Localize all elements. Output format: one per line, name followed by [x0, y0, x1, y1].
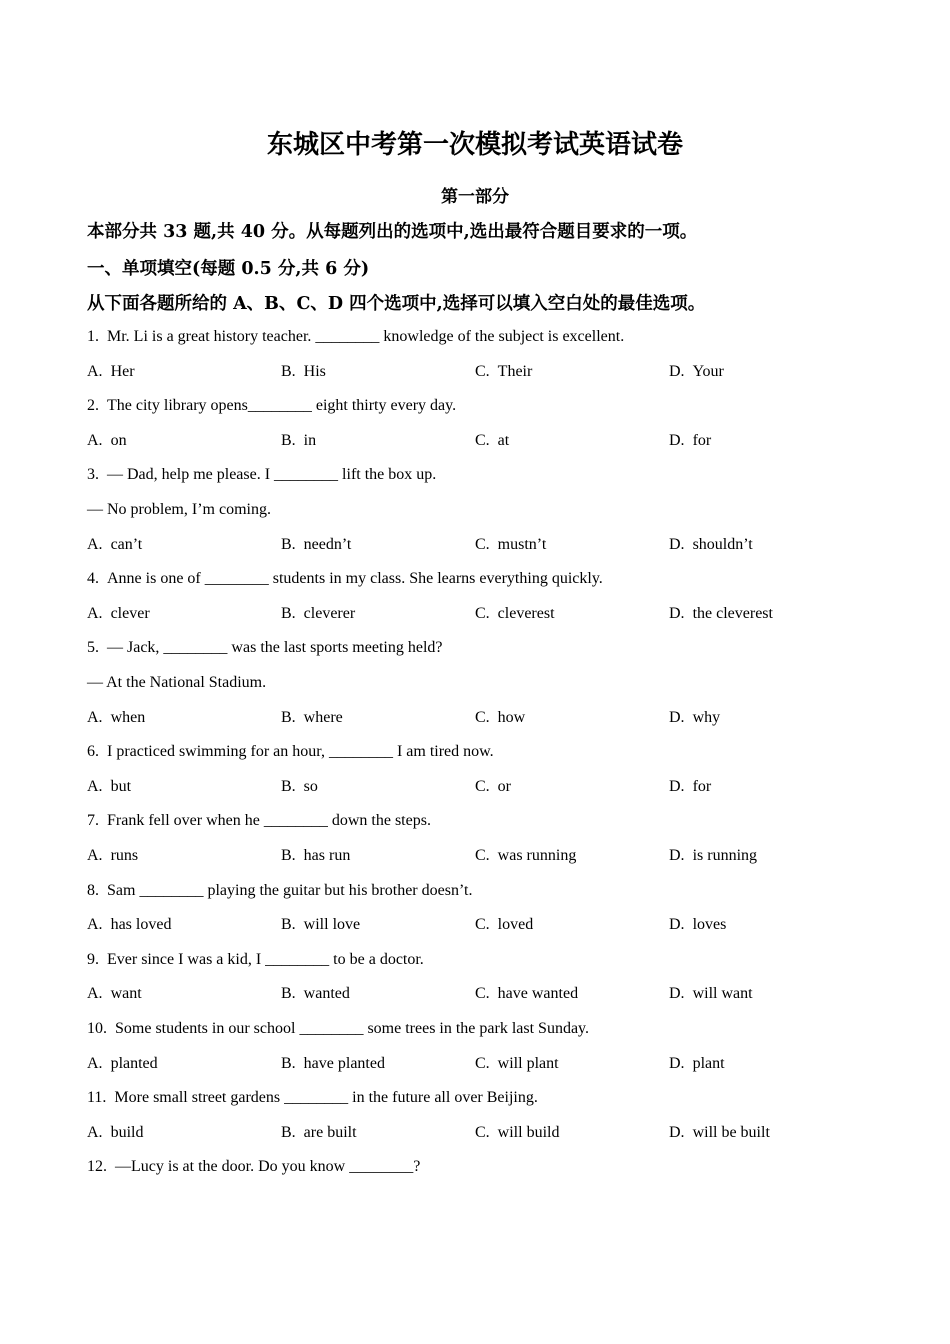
question-stem [87, 1089, 538, 1107]
question-text: —Lucy is at the door. Do you know ________? [115, 1158, 421, 1176]
option-text: so [303, 777, 318, 795]
option-letter: D. [669, 708, 685, 726]
question-stem [87, 397, 456, 415]
answer-option[interactable] [87, 916, 171, 934]
option-letter: A. [87, 916, 103, 934]
option-letter: C. [475, 708, 490, 726]
answer-option[interactable] [475, 916, 533, 934]
option-text: will want [692, 985, 753, 1003]
answer-option[interactable] [281, 985, 350, 1003]
answer-option[interactable] [87, 432, 127, 450]
option-letter: C. [475, 847, 490, 864]
answer-option[interactable] [475, 363, 532, 381]
question-stem [87, 570, 603, 588]
question-text: Sam ________ playing the guitar but his brother doesn’t. [107, 881, 473, 899]
option-text: has loved [110, 916, 172, 934]
option-text: shouldn’t [692, 535, 753, 553]
option-text: loves [692, 916, 727, 934]
question-number: 2. [87, 397, 99, 415]
option-text: will love [303, 916, 361, 934]
question-number: 12. [87, 1158, 107, 1176]
option-text: how [497, 708, 526, 726]
option-text: cleverest [497, 604, 555, 622]
question-stem [87, 812, 431, 830]
option-letter: A. [87, 362, 103, 380]
question-text: — At the National Stadium. [87, 674, 267, 691]
question-stem [87, 1158, 420, 1176]
question-number: 11. [87, 1089, 107, 1107]
answer-option[interactable] [669, 709, 720, 727]
option-text: or [497, 777, 511, 795]
option-letter: A. [87, 604, 103, 622]
question-number: 10. [87, 1020, 107, 1037]
question-text: The city library opens________ eight thirty every day. [107, 397, 457, 415]
answer-option[interactable] [281, 916, 360, 934]
answer-option[interactable] [669, 605, 773, 623]
answer-option[interactable] [281, 605, 355, 623]
answer-option[interactable] [475, 605, 555, 623]
option-letter: D. [669, 535, 685, 553]
option-letter: D. [669, 777, 685, 795]
answer-option[interactable] [281, 1055, 385, 1073]
answer-option[interactable] [669, 916, 726, 934]
answer-option[interactable] [669, 778, 711, 796]
option-letter: A. [87, 1054, 103, 1072]
option-text: needn’t [303, 535, 352, 553]
question-stem [87, 466, 436, 484]
answer-option[interactable] [281, 847, 350, 865]
option-text: where [303, 708, 343, 726]
option-letter: B. [281, 847, 296, 864]
question-stem [87, 328, 624, 346]
question-text: — Jack, ________ was the last sports meeting held? [107, 639, 443, 657]
answer-option[interactable] [475, 847, 576, 865]
question-number: 9. [87, 950, 99, 968]
question-number: 5. [87, 639, 99, 657]
answer-option[interactable] [87, 1124, 143, 1142]
answer-option[interactable] [669, 985, 753, 1003]
option-letter: D. [669, 362, 685, 380]
answer-option[interactable] [87, 536, 142, 554]
answer-option[interactable] [475, 778, 511, 796]
question-number: 1. [87, 328, 99, 345]
answer-option[interactable] [87, 985, 142, 1003]
option-letter: B. [281, 985, 296, 1003]
option-letter: D. [669, 1054, 685, 1072]
answer-option[interactable] [281, 709, 343, 727]
option-letter: B. [281, 604, 296, 622]
question-text: Anne is one of ________ students in my class. She learns everything quickly. [107, 570, 603, 588]
question-stem [87, 882, 472, 900]
question-number: 3. [87, 466, 99, 484]
question-number: 4. [87, 570, 99, 588]
option-text: will be built [692, 1123, 770, 1141]
question-number: 7. [87, 812, 99, 830]
option-text: have planted [303, 1054, 385, 1072]
answer-option[interactable] [669, 1055, 725, 1073]
answer-option[interactable] [87, 363, 135, 381]
option-letter: A. [87, 535, 103, 553]
option-text: the cleverest [692, 604, 773, 622]
option-letter: C. [475, 362, 490, 380]
option-text: will plant [497, 1054, 559, 1072]
answer-option[interactable] [87, 709, 145, 727]
question-text: Some students in our school ________ some trees in the park last Sunday. [115, 1020, 590, 1037]
option-text: Her [110, 362, 135, 380]
option-letter: D. [669, 916, 685, 934]
option-text: want [110, 985, 142, 1003]
option-text: when [110, 708, 146, 726]
answer-option[interactable] [669, 363, 724, 381]
option-text: can’t [110, 535, 143, 553]
option-letter: B. [281, 362, 296, 380]
option-text: in [303, 431, 317, 449]
answer-option[interactable] [87, 605, 150, 623]
option-text: loved [497, 916, 534, 934]
option-text: planted [110, 1054, 158, 1072]
question-text: — No problem, I’m coming. [87, 501, 271, 518]
option-letter: D. [669, 985, 685, 1003]
answer-option[interactable] [87, 1055, 158, 1073]
option-letter: C. [475, 431, 490, 449]
option-text: why [692, 708, 721, 726]
option-letter: D. [669, 847, 685, 864]
part-intro: 本部分共 33 题,共 40 分。从每题列出的选项中,选出最符合题目要求的一项。 [87, 222, 698, 242]
option-letter: C. [475, 1054, 490, 1072]
option-text: Your [692, 362, 724, 380]
option-text: on [110, 431, 127, 449]
answer-option[interactable] [281, 363, 326, 381]
section-instruction: 从下面各题所给的 A、B、C、D 四个选项中,选择可以填入空白处的最佳选项。 [87, 294, 706, 314]
option-text: are built [303, 1123, 357, 1141]
option-letter: A. [87, 1123, 103, 1141]
option-letter: B. [281, 535, 296, 553]
option-letter: C. [475, 604, 490, 622]
option-letter: A. [87, 708, 103, 726]
question-stem [87, 951, 424, 969]
option-text: build [110, 1123, 144, 1141]
answer-option[interactable] [669, 847, 757, 865]
option-text: but [110, 777, 132, 795]
option-letter: C. [475, 777, 490, 795]
question-text: — Dad, help me please. I ________ lift the box up. [107, 466, 437, 484]
option-letter: A. [87, 985, 103, 1003]
question-text: Ever since I was a kid, I ________ to be a doctor. [107, 950, 424, 968]
option-letter: D. [669, 1123, 685, 1141]
option-letter: B. [281, 916, 296, 934]
answer-option[interactable] [87, 778, 131, 796]
option-text: Their [497, 362, 533, 380]
option-text: clever [110, 604, 150, 622]
question-text: I practiced swimming for an hour, ________ I am tired now. [107, 743, 494, 761]
question-number: 6. [87, 743, 99, 761]
option-letter: B. [281, 777, 296, 795]
option-letter: C. [475, 1123, 490, 1141]
option-text: is running [692, 847, 758, 864]
option-text: have wanted [497, 985, 579, 1003]
option-text: wanted [303, 985, 350, 1003]
answer-option[interactable] [475, 985, 578, 1003]
question-stem [87, 743, 494, 761]
option-letter: D. [669, 431, 685, 449]
option-text: plant [692, 1054, 725, 1072]
answer-option[interactable] [281, 432, 316, 450]
answer-option[interactable] [669, 536, 753, 554]
answer-option[interactable] [281, 778, 318, 796]
option-letter: C. [475, 985, 490, 1003]
option-text: was running [497, 847, 577, 864]
question-text: More small street gardens ________ in the future all over Beijing. [114, 1089, 538, 1107]
option-letter: C. [475, 916, 490, 934]
option-text: for [692, 777, 712, 795]
option-letter: D. [669, 604, 685, 622]
option-letter: C. [475, 535, 490, 553]
answer-option[interactable] [281, 1124, 357, 1142]
answer-option[interactable] [475, 709, 525, 727]
option-letter: B. [281, 1123, 296, 1141]
question-dialog-line [87, 674, 266, 692]
option-letter: A. [87, 431, 103, 449]
part-heading: 第一部分 [441, 187, 509, 207]
option-text: for [692, 431, 712, 449]
option-text: runs [110, 847, 139, 864]
answer-option[interactable] [281, 536, 351, 554]
question-stem [87, 1020, 589, 1038]
answer-option[interactable] [87, 847, 138, 865]
answer-option[interactable] [669, 432, 711, 450]
option-letter: A. [87, 777, 103, 795]
option-letter: B. [281, 431, 296, 449]
answer-option[interactable] [475, 432, 509, 450]
page-title: 东城区中考第一次模拟考试英语试卷 [266, 130, 683, 160]
question-text: Mr. Li is a great history teacher. ________ knowledge of the subject is excellent. [107, 328, 625, 345]
option-text: has run [303, 847, 351, 864]
answer-option[interactable] [475, 1055, 559, 1073]
option-letter: A. [87, 847, 103, 864]
question-number: 8. [87, 881, 99, 899]
question-stem [87, 639, 443, 657]
answer-option[interactable] [669, 1124, 770, 1142]
option-letter: B. [281, 708, 296, 726]
option-text: His [303, 362, 326, 380]
answer-option[interactable] [475, 536, 546, 554]
option-text: at [497, 431, 510, 449]
option-letter: B. [281, 1054, 296, 1072]
question-dialog-line [87, 501, 271, 519]
option-text: mustn’t [497, 535, 547, 553]
section-heading: 一、单项填空(每题 0.5 分,共 6 分) [87, 259, 370, 279]
question-text: Frank fell over when he ________ down the steps. [107, 812, 431, 830]
option-text: will build [497, 1123, 560, 1141]
option-text: cleverer [303, 604, 356, 622]
answer-option[interactable] [475, 1124, 559, 1142]
